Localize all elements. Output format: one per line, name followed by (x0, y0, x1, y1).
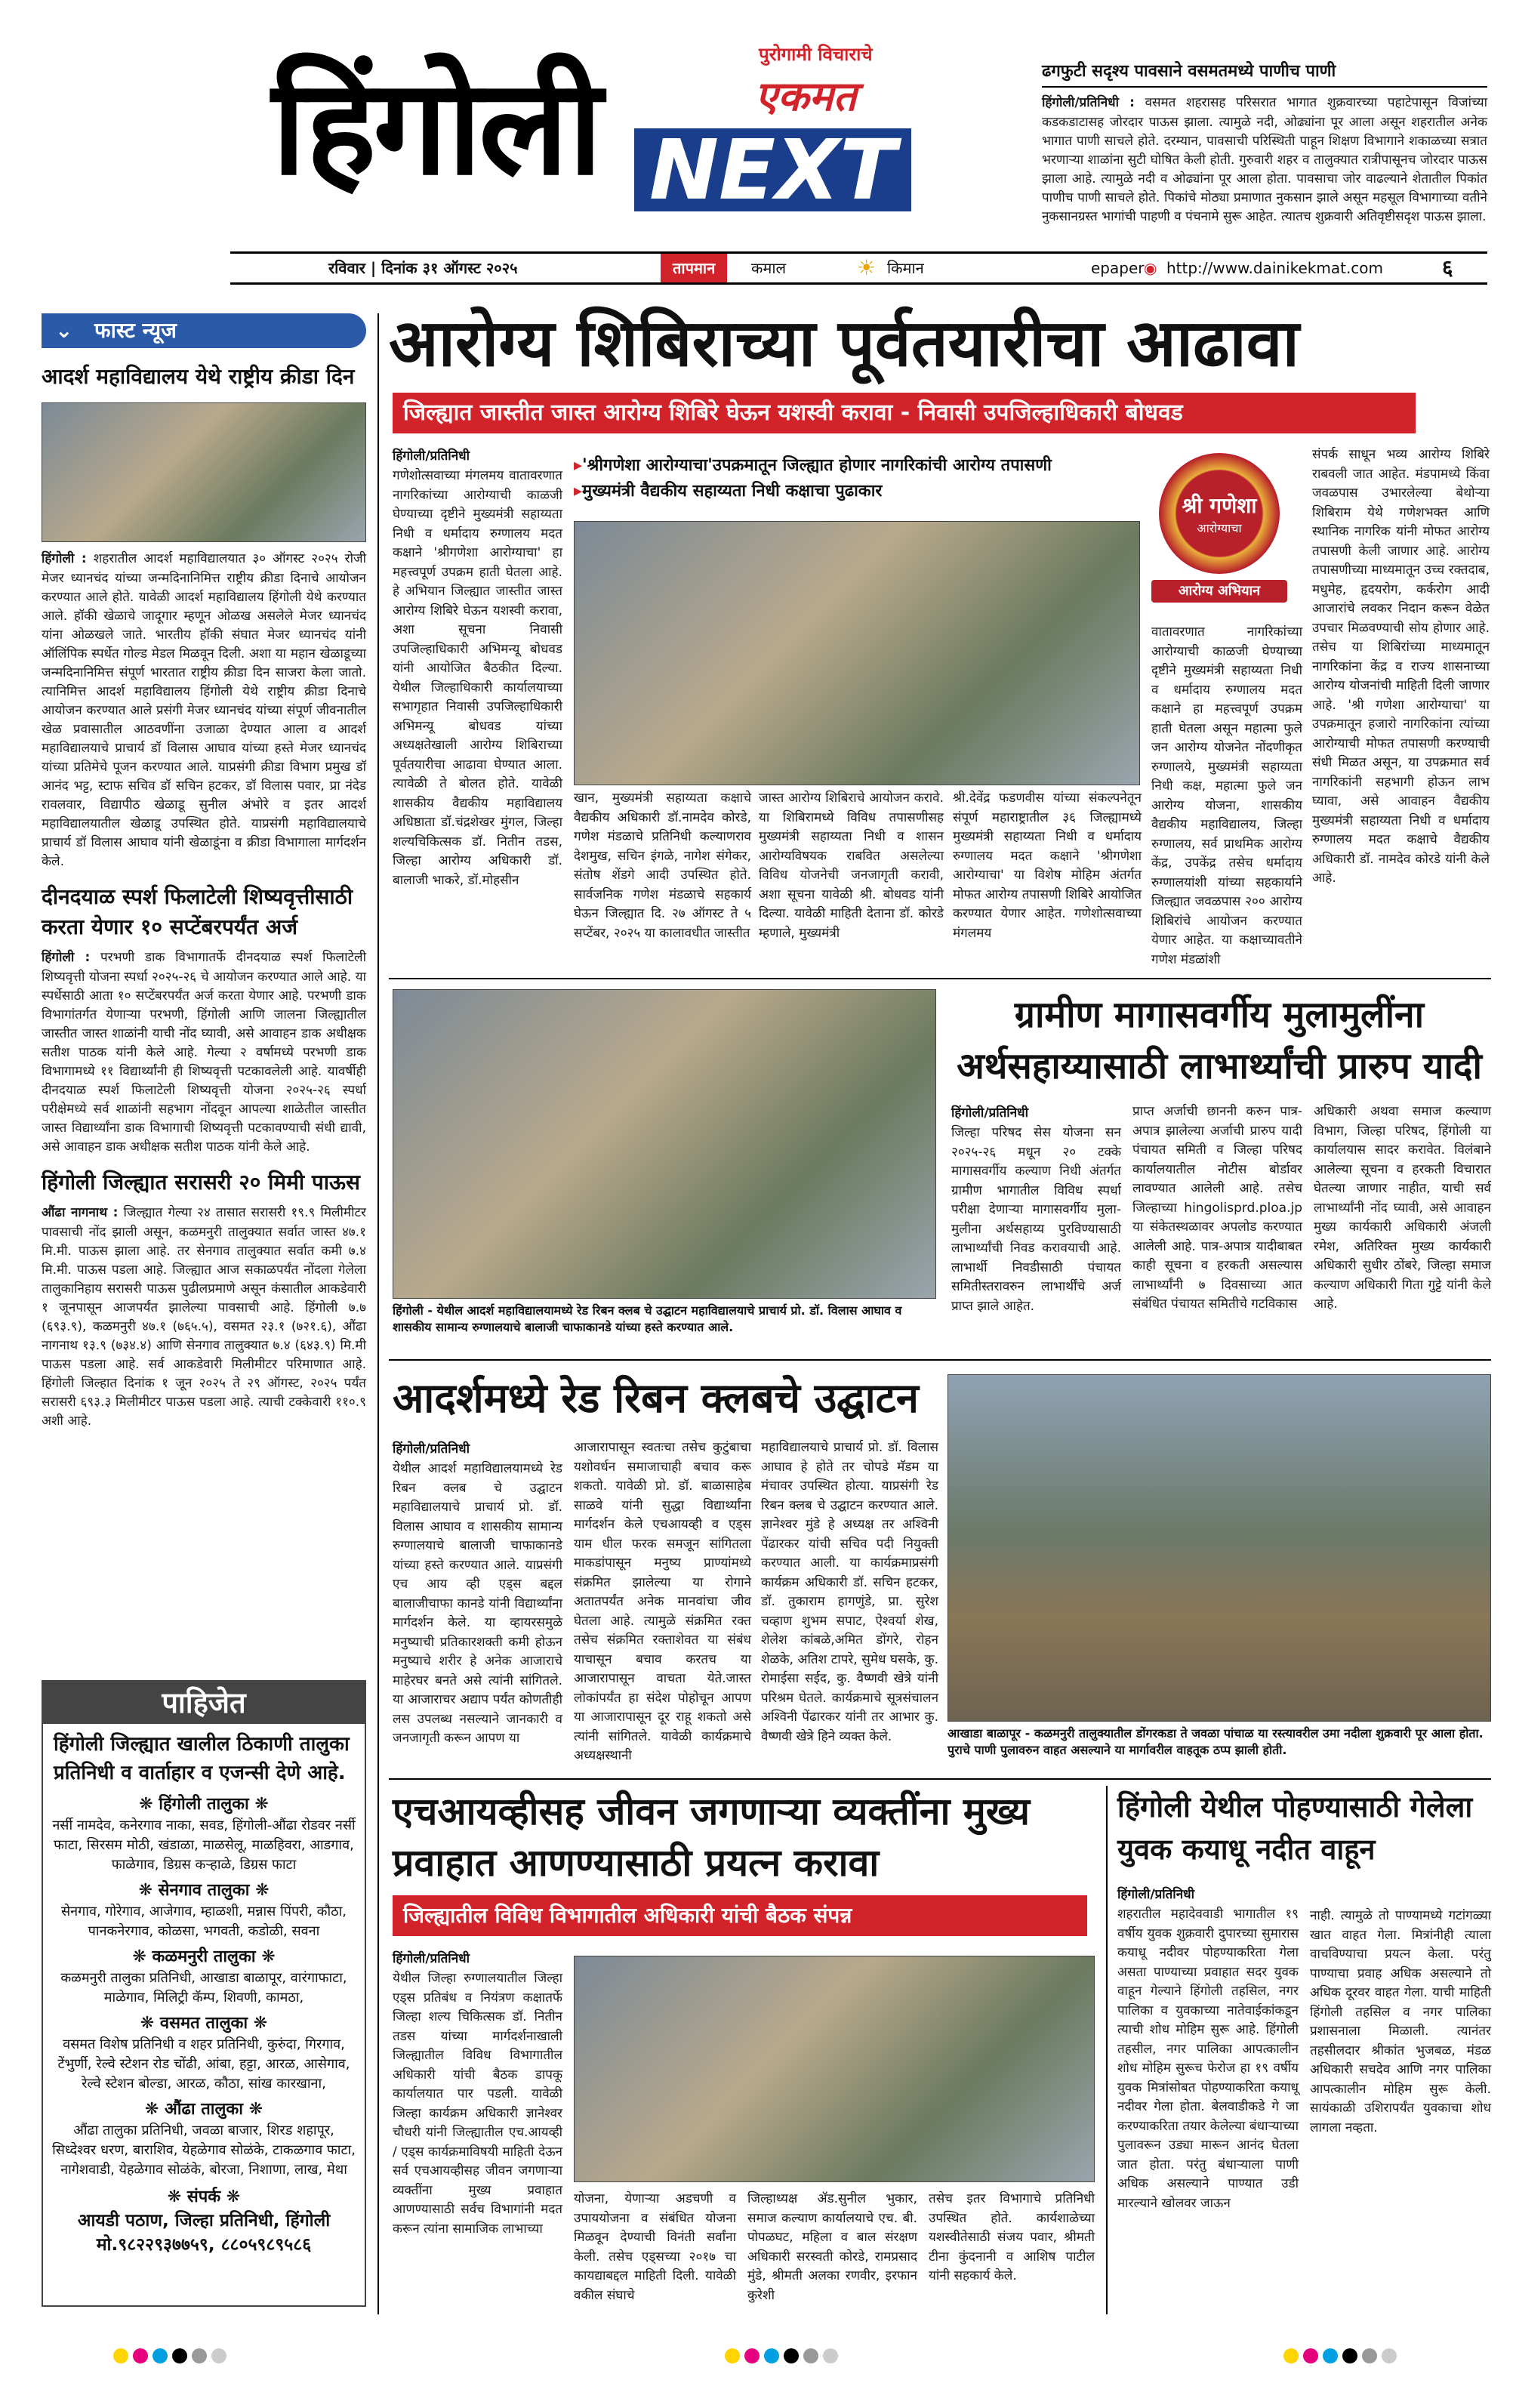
gramin-col3-text: अधिकारी अथवा समाज कल्याण विभाग, जिल्हा परिषद, हिंगोली या कार्यालयास सादर करावेत. विलंबाने आलेल्या सूचना व हरकती विचारात घेतल्या जाणार नाहीत, याची सर्व लाभार्थ्यांनी नोंद घ्यावी, असे आवाहन मुख्य कार्यकारी अधिकारी अंजली रमेश, अतिरिक्त मुख्य कार्यकारी अधिकारी सुधीर ठोंबरे, जिल्हा समाज कल्याण अधिकारी गिता गुट्टे यांनी केले आहे. (1314, 1104, 1491, 1312)
lead-col6 (1312, 446, 1490, 889)
fast-news-header (42, 313, 366, 348)
drown-byline: हिंगोली/प्रतिनिधी (1117, 1887, 1195, 1902)
redribbon-col3-text: महाविद्यालयाचे प्राचार्य प्रो. डॉ. विलास आघाव हे होते तर चोपडे मॅडम या मंचावर उपस्थित होत्या. याप्रसंगी रेड रिबन क्लब चे उद्घाटन करण्यात आले. ज्ञानेश्वर मुंडे हे अध्यक्ष तर अश्विनी पेंढारकर यांची सचिव पदी नियुक्ती करण्यात आली. या कार्यक्रमाप्रसंगी कार्यक्रम अधिकारी डॉ. सचिन हटकर, डॉ. तुकाराम हागणुंडे, प्रा. सुरेश चव्हाण शुभम सपाट, ऐश्वर्या शेख, शेलेश कांबळे,अमित डोंगरे, रोहन शेळके, अतिश टापरे, सुमेध घसके, कु. रोमाईसा सईद, कु. वैष्णवी खेत्रे यांनी परिश्रम घेतले. कार्यक्रमाचे सूत्रसंचालन अश्विनी पेंढारकर यांनी तर आभार कु. वैष्णवी खेत्रे हिने व्यक्त केले. (761, 1440, 938, 1744)
taluka4-text: वसमत विशेष प्रतिनिधी व शहर प्रतिनिधी, कुरुंदा, गिरगाव, टेंभुर्णी, रेल्वे स्टेशन रोड चोंढी, आंबा, हट्टा, आरळ, आसेगाव, रेल्वे स्टेशन बोल्डा, आरळ, कौठा, सांख कारखाना, (57, 2036, 350, 2092)
ganesha-logo-text3: आरोग्य अभियान (1151, 580, 1287, 603)
drown-col2 (1310, 1907, 1491, 2138)
sidebar-story2-headline: दीनदयाळ स्पर्श फिलाटेली शिष्यवृत्तीसाठी करता येणार १० सप्टेंबरपर्यंत अर्ज (42, 884, 353, 939)
divider-mid (389, 1359, 1491, 1361)
pahijet-box (42, 1680, 366, 2307)
taluka4-head: ❋ वसमत तालुका ❋ (140, 2014, 268, 2033)
ganesha-logo-text1: श्री गणेशा (1182, 493, 1257, 518)
website-url[interactable]: http://www.dainikekmat.com (1166, 259, 1384, 277)
lead-col4 (953, 789, 1142, 943)
divider-lead (389, 978, 1491, 979)
pahijet-title: पाहिजेत (43, 1682, 365, 1724)
contact-phone: मो.९८२२९३७७५९, ८८०५९८९५८६ (96, 2235, 312, 2255)
hiv-col3-text: जिल्हाध्यक्ष ॲड.सुनील भुकार, समाज कल्याण कार्यालयाचे एच. बी. पोपळघट, महिला व बाल संरक्षण अधिकारी सरस्वती कोरडे, रामप्रसाद मुंडे, श्रीमती अलका रणवीर, इरफान कुरेशी (747, 2191, 917, 2303)
hiv-divider (1106, 1786, 1108, 2314)
masthead (0, 0, 1516, 280)
sidebar-story1-headline: आदर्श महाविद्यालय येथे राष्ट्रीय क्रीडा दिन (42, 364, 355, 389)
lead-meeting-photo (574, 521, 1140, 785)
lead-bullets (574, 453, 1148, 504)
red-ribbon-photo (393, 989, 936, 1299)
kiman-label: किमान (887, 259, 924, 277)
globe-icon: ◉ (1144, 259, 1157, 277)
fast-news-title: फास्ट न्यूज (94, 318, 177, 343)
sidebar-story1-text: शहरातील आदर्श महाविद्यालयात ३० ऑगस्ट २०२५ रोजी मेजर ध्यानचंद यांच्या जन्मदिनानिमित्त राष्ट्रीय क्रीडा दिनाचे आयोजन करण्यात आले होते. यावेळी आदर्श महाविद्यालय हिंगोली येथे करण्यात आले. हॉकी खेळाचे जादूगार म्हणून ओळख असलेले मेजर ध्यानचंद यांना ओळखले जाते. भारतीय हॉकी संघात मेजर ध्यानचंद यांनी ऑलिंपिक स्पर्धेत गोल्ड मेडल मिळवून दिली. अशा या महान खेळाडूच्या जन्मदिनानिमित्त संपूर्ण भारतात राष्ट्रीय क्रीडा दिन साजरा केला जातो. त्यानिमित्त आदर्श महाविद्यालय हिंगोली येथे राष्ट्रीय क्रीडा दिनाचे आयोजन करण्यात आले प्रसंगी मेजर ध्यानचंद यांच्या संपूर्ण जीवनातील खेळ प्रवासातील आठवणींना उजाळा देण्यात आला व आदर्श महाविद्यालयाचे प्राचार्य डॉ विलास आघाव यांच्या हस्ते मेजर ध्यानचंद यांच्या प्रतिमेचे पूजन करण्यात आले. याप्रसंगी क्रीडा विभाग प्रमुख डॉ आनंद भट्ट, स्टाफ सचिव डॉ सचिन हटकर, डॉ विलास पवार, प्रा नंदेड रावलवार, विद्यापीठ खेळाडू सुनील अंभोरे व इतर आदर्श महाविद्यालयातील खेळाडू उपस्थित होते. याप्रसंगी महाविद्यालयाचे प्राचार्य डॉ विलास आघाव यांनी खेळाडूंना व क्रीडा विभागाला मार्गदर्शन केले. (42, 551, 367, 869)
flood-photo (948, 1374, 1491, 1722)
redribbon-headline: आदर्शमध्ये रेड रिबन क्लबचे उद्घाटन (393, 1374, 919, 1422)
drown-col1-text: शहरातील महादेववाडी भागातील १९ वर्षीय युवक शुक्रवारी दुपारच्या सुमारास कयाधू नदीवर पोहण्याकरिता गेला असता पाण्याच्या प्रवाहात सदर युवक वाहून गेल्याने हिंगोली तहसिल, नगर पालिका व युवकाच्या नातेवाईकांकडून त्याची शोध मोहिम सुरू आहे. हिंगोली तहसील, नगर पालिका आपत्कालीन शोध मोहिम सुरूच फेरोज हा १९ वर्षीय युवक मित्रांसोबत पोहण्याकरिता कयाधू नदीवर गेला होता. बेलवाडीकडे गे जा करण्याकरिता तयार केलेल्या बंधाऱ्याच्या पुलावरून उड्या मारून आनंद घेतला जात होता. परंतु बंधाऱ्याला पाणी अधिक असल्याने पाण्यात उडी मारल्याने खोलवर जाऊन (1117, 1907, 1299, 2211)
redribbon-byline: हिंगोली/प्रतिनिधी (393, 1441, 470, 1457)
divider-lower (389, 1778, 1491, 1780)
sidebar-divider (377, 313, 379, 2314)
redribbon-col3 (761, 1438, 938, 1747)
kamal-label: कमाल (751, 259, 787, 277)
sun-icon: ☀ (857, 255, 877, 280)
lead-col3 (759, 789, 944, 943)
drown-headline: हिंगोली येथील पोहण्यासाठी गेलेला युवक कयाधू नदीत वाहून (1117, 1790, 1473, 1866)
hiv-col2 (574, 2190, 736, 2305)
hiv-byline: हिंगोली/प्रतिनिधी (393, 1951, 470, 1966)
taluka1-head: ❋ हिंगोली तालुका ❋ (139, 1795, 269, 1814)
page-number: ६ (1442, 255, 1453, 280)
lead-byline: हिंगोली/प्रतिनिधी (393, 449, 470, 464)
sidebar-story3-headline: हिंगोली जिल्ह्यात सरासरी २० मिमी पाऊस (42, 1170, 360, 1195)
hiv-col4-text: तसेच इतर विभागाचे प्रतिनिधी उपस्थित होते. कार्यशाळेच्या यशस्वीतेसाठी संजय पवार, श्रीमती टीना कुंदनानी व आशिष पाटील यांनी सहकार्य केले. (929, 2191, 1095, 2283)
redribbon-col2 (574, 1438, 751, 1766)
red-ribbon-photo-caption: हिंगोली - येथील आदर्श महाविद्यालयामध्ये रेड रिबन क्लब चे उद्घाटन महाविद्यालयाचे प्राचार्य प्रो. डॉ. विलास आघाव व शासकीय सामान्य रुग्णालयाचे बालाजी चाफाकानडे यांच्या हस्ते करण्यात आले. (393, 1303, 902, 1334)
lead-bullet-2: ▸ मुख्यमंत्री वैद्यकीय सहाय्यता निधी कक्षाचा पुढाकार (574, 479, 1148, 504)
drown-col1 (1117, 1884, 1299, 2213)
story-headline: ढगफुटी सदृश्य पावसाने वसमतमध्ये पाणीच पाणी (1042, 60, 1487, 88)
lead-col4-text: श्री.देवेंद्र फडणवीस यांच्या संकल्पनेतून संपूर्ण महाराष्ट्रातील ३६ जिल्ह्यामध्ये मुख्यमंत्री सहाय्यता निधी व धर्मादाय रुग्णालय मदत कक्षाने 'श्रीगणेशा आरोग्याचा' या विशेष मोहिम अंतर्गत मोफत आरोग्य तपासणी शिबिरे आयोजित करण्यात येणार आहेत. गणेशोत्सवाच्या मंगलमय (953, 791, 1142, 941)
lead-col5-text: वातावरणात नागरिकांच्या आरोग्याची काळजी घेण्याच्या दृष्टीने मुख्यमंत्री सहाय्यता निधी व धर्मादाय रुग्णालय मदत कक्षाने हा महत्त्वपूर्ण उपक्रम हाती घेतला असून महात्मा फुले जन आरोग्य योजनेत नोंदणीकृत रुग्णालये, मुख्यमंत्री सहाय्यता निधी कक्ष, महात्मा फुले जन आरोग्य योजना, शासकीय वैद्यकीय महाविद्यालय, जिल्हा रुग्णालय, सर्व प्राथमिक आरोग्य केंद्र, उपकेंद्र तसेच धर्मादाय रुग्णालयांशी यांच्या सहकार्याने जिल्ह्यात जवळपास २०० आरोग्य शिबिरांचे आयोजन करण्यात येणार आहेत. या कक्षाच्यावतीने गणेश मंडळांशी (1151, 624, 1302, 967)
taluka2-text: सेनगाव, गोरेगाव, आजेगाव, म्हाळशी, मन्नास पिंपरी, कौठा, पानकनेरगाव, कोळसा, भगवती, कडोळी, सवना (61, 1904, 347, 1939)
epaper-label: epaper (1091, 259, 1145, 277)
ganesha-logo-text2: आरोग्याचा (1197, 521, 1242, 535)
gramin-col1 (951, 1102, 1121, 1316)
taluka5-text: औंढा तालुका प्रतिनिधी, जवळा बाजार, शिरड शहापूर, सिध्देश्वर धरण, बाराशिव, येहळेगाव सोळंके, टाकळगाव फाटा, नागेशवाडी, येहळेगाव सोळंके, बोरजा, निशाणा, लाख, मेथा (52, 2123, 356, 2178)
gramin-byline: हिंगोली/प्रतिनिधी (951, 1105, 1029, 1121)
gramin-col2 (1132, 1102, 1302, 1315)
sidebar-story3-byline: औंढा नागनाथ : (42, 1205, 119, 1220)
redribbon-col1-text: येथील आदर्श महाविद्यालयामध्ये रेड रिबन क्लब चे उद्घाटन महाविद्यालयाचे प्राचार्य प्रो. डॉ. विलास आघाव व शासकीय सामान्य रुग्णालयाचे बालाजी चाफाकानडे यांच्या हस्ते करण्यात आले. याप्रसंगी एच आय व्ही एड्स बद्दल बालाजीचाफा कानडे यांनी विद्यार्थ्यांना मार्गदर्शन केले. या व्हायरसमुळे मनुष्याची प्रतिकारशक्ती कमी होऊन मनुष्याचे शरीर हे अनेक आजाराचे माहेरघर बनते असे त्यांनी सांगितले. या आजाराचर अद्याप पर्यंत कोणतीही लस उपलब्ध नसल्याने जानकारी व जनजागृती करून आपण या (393, 1461, 562, 1746)
hiv-col1 (393, 1948, 562, 2239)
sidebar-story1-byline: हिंगोली : (42, 551, 87, 566)
tapman-label: तापमान (661, 254, 727, 282)
lead-headline: आरोग्य शिबिराच्या पूर्वतयारीचा आढावा (389, 306, 1299, 381)
next-logo: NEXT (634, 128, 911, 211)
chevron-icon: ⌄ (55, 318, 73, 343)
masthead-title: हिंगोली (272, 51, 600, 205)
registration-marks-left (113, 2348, 231, 2366)
registration-marks-right (1283, 2348, 1401, 2366)
ekmat-tagline: पुरोगामी विचाराचे (759, 44, 873, 65)
ganesha-logo (1151, 453, 1287, 619)
lead-subhead-band: जिल्ह्यात जास्तीत जास्त आरोग्य शिबिरे घेऊन यशस्वी करावा - निवासी उपजिल्हाधिकारी बोधवड (393, 393, 1416, 433)
ekmat-logo: एकमत (755, 72, 857, 120)
registration-marks-center (725, 2348, 843, 2366)
hiv-headline: एचआयव्हीसह जीवन जगणाऱ्या व्यक्तींना मुख्य प्रवाहात आणण्यासाठी प्रयत्न करावा (393, 1790, 1030, 1885)
hiv-subhead-band: जिल्ह्यातील विविध विभागातील अधिकारी यांची बैठक संपन्न (393, 1895, 1087, 1936)
hiv-col1-text: येथील जिल्हा रुग्णालयातील जिल्हा एड्स प्रतिबंध व नियंत्रण कक्षातर्फे जिल्हा शल्य चिकित्सक डॉ. नितीन तडस यांच्या मार्गदर्शनाखाली जिल्ह्यातील विविध विभागातील अधिकारी यांची बैठक डापकू कार्यालयात पार पडली. यावेळी जिल्हा कार्यक्रम अधिकारी ज्ञानेश्वर चौधरी यांनी जिल्ह्यातील एच.आयव्ही / एड्स कार्यक्रमाविषयी माहिती देऊन सर्व एचआयव्हीसह जीवन जगणाऱ्या व्यक्तींना मुख्य प्रवाहात आणण्यासाठी सर्वच विभागांनी मदत करून त्यांना सामाजिक लाभाच्या (393, 1971, 562, 2237)
taluka3-head: ❋ कळमनुरी तालुका ❋ (132, 1947, 276, 1966)
top-right-story (1042, 60, 1487, 227)
flood-photo-caption: आखाडा बाळापूर - कळमनुरी तालुक्यातील डोंगरकडा ते जवळा पांचाळ या रस्त्यावरील उमा नदीला शुक्रवारी पूर आला होता. पुराचे पाणी पुलावरुन वाहत असल्याने या मार्गावरील वाहतूक ठप्प झाली होती. (948, 1726, 1484, 1757)
lead-col1-text: गणेशोत्सवाच्या मंगलमय वातावरणात नागरिकांच्या आरोग्याची काळजी घेण्याच्या दृष्टीने मुख्यमंत्री सहाय्यता निधी व धर्मादाय रुग्णालय मदत कक्षाने 'श्रीगणेशा आरोग्याचा' हा महत्त्वपूर्ण उपक्रम हाती घेतला आहे. हे अभियान जिल्ह्यात जास्तीत जास्त आरोग्य शिबिरे घेऊन यशस्वी करावा, अशा सूचना निवासी उपजिल्हाधिकारी अभिमन्यू बोधवड यांनी आयोजित बैठकीत दिल्या. येथील जिल्हाधिकारी कार्यालयाच्या सभागृहात निवासी उपजिल्हाधिकारी अभिमन्यू बोधवड यांच्या अध्यक्षतेखाली आरोग्य शिबिराच्या पूर्वतयारीचा आढावा घेण्यात आला. त्यावेळी ते बोलत होते. यावेळी शासकीय वैद्यकीय महाविद्यालय अधिष्ठाता डॉ.चंद्रशेखर मुंगल, जिल्हा शल्यचिकित्सक डॉ. नितीन तडस, जिल्हा आरोग्य अधिकारी डॉ. बालाजी भाकरे, डॉ.मोहसीन (393, 468, 562, 888)
taluka1-text: नर्सी नामदेव, कनेरगाव नाका, सवड, हिंगोली-औंढा रोडवर नर्सी फाटा, सिरसम मोठी, खंडाळा, माळसेलू, माळहिवरा, आडगाव, फाळेगाव, डिग्रस कऱ्हाळे, डिग्रस फाटा (52, 1818, 356, 1873)
sidebar-story2-text: परभणी डाक विभागातर्फे दीनदयाळ स्पर्श फिलाटेली शिष्यवृत्ती योजना स्पर्धा २०२५-२६ चे आयोजन करण्यात आले आहे. या स्पर्धेसाठी आता १० सप्टेंबरपर्यंत अर्ज करता येणार आहे. परभणी डाक विभागांतर्गत येणाऱ्या परभणी, हिंगोली आणि जालना जिल्ह्यातील जास्तीत जास्त शाळांनी याची नोंद घ्यावी, असे आवाहन डाक अधीक्षक सतीश पाठक यांनी केले आहे. गेल्या २ वर्षामध्ये परभणी डाक विभागामध्ये ११ विद्यार्थ्यांनी ही शिष्यवृत्ती पटकावलेली आहे. यावर्षीही दीनदयाळ स्पर्श फिलाटेली शिष्यवृत्ती योजना २०२५-२६ स्पर्धा परीक्षेमध्ये सर्व शाळांनी सहभाग नोंदवून आपल्या शाळेतील जास्तीत जास्त विद्यार्थ्यांना डाक विभागाची शिष्यवृत्ती पटकावण्याची संधी द्यावी, असे आवाहन डाक अधीक्षक सतीश पाठक यांनी केले आहे. (42, 950, 366, 1155)
date-text: रविवार | दिनांक ३१ ऑगस्ट २०२५ (328, 259, 518, 277)
taluka5-head: ❋ औंढा तालुका ❋ (144, 2100, 263, 2119)
taluka3-text: कळमनुरी तालुका प्रतिनिधी, आखाडा बाळापूर, वारंगाफाटा, माळेगाव, मिलिट्री कॅम्प, शिवणी, कामठा, (60, 1970, 347, 2006)
lead-col6-text: संपर्क साधून भव्य आरोग्य शिबिरे राबवली जात आहेत. मंडपामध्ये किंवा जवळपास उभारलेल्या बेथोऱ्या शिबिराम येथे गणेशभक्त आणि स्थानिक नागरिक यांनी मोफत आरोग्य तपासणी केली जाणार आहे. आरोग्य तपासणीच्या माध्यमातून उच्च रक्तदाब, मधुमेह, हृदयरोग, कर्करोग आदी आजारांचे लवकर निदान करून वेळेत उपचार मिळवण्याची सोय होणार आहे. तसेच या शिबिरांच्या माध्यमातून नागरिकांना केंद्र व राज्य शासनाच्या आरोग्य योजनांची माहिती दिली जाणार आहे. 'श्री गणेशा आरोग्याचा' या उपक्रमातून हजारो नागरिकांना त्यांच्या आरोग्याची मोफत तपासणी करण्याची संधी मिळत असून, या उपक्रमात सर्व नागरिकांनी सहभागी होऊन लाभ घ्यावा, असे आवाहन वैद्यकीय मुख्यमंत्री सहाय्यता निधी व धर्मादाय रुग्णालय मदत कक्षाचे वैद्यकीय अधिकारी डॉ. नामदेव कोरडे यांनी केले आहे. (1312, 447, 1490, 886)
lead-col1 (393, 446, 562, 890)
lead-bullet-1: ▸ 'श्रीगणेशा आरोग्याचा'उपक्रमातून जिल्ह्यात होणार नागरिकांची आरोग्य तपासणी (574, 453, 1148, 479)
redribbon-col2-text: आजारापासून स्वतःचा तसेच कुटुंबाचा यशोवर्धन समाजाचाही बचाव करू शकतो. यावेळी प्रो. डॉ. बाळासाहेब साळवे यांनी सुद्धा विद्यार्थ्यांना मार्गदर्शन केले एचआयव्ही व एड्स याम धील फरक समजून सांगितला माकडांपासून मनुष्य प्राण्यांमध्ये संक्रमित झालेल्या या रोगाने अतातपर्यंत अनेक मानवांचा जीव घेतला आहे. त्यामुळे संक्रमित रक्त तसेच संक्रमित रक्ताशेवत या संबंध याचासून बचाव करतच या आजारापासून वाचता येते.जास्त लोकांपर्यंत हा संदेश पोहोचून आपण या आजारापासून दूर राहू शकतो असे त्यांनी सांगितले. यावेळी कार्यक्रमाचे अध्यक्षस्थानी (574, 1440, 751, 1763)
gramin-col1-text: जिल्हा परिषद सेस योजना सन २०२५-२६ मधून २० टक्के मागासवर्गीय कल्याण निधी अंतर्गत ग्रामीण भागातील विविध स्पर्धा परीक्षा देणाऱ्या मागासवर्गीय मुला-मुलीना अर्थसहाय्य पुरविण्यासाठी लाभार्थ्यांची निवड करावयाची आहे. लाभार्थी निवडीसाठी पंचायत समितीस्तरावरुन लाभार्थींचे अर्ज प्राप्त झाले आहेत. (951, 1125, 1121, 1314)
gramin-headline: ग्रामीण मागासवर्गीय मुलामुलींना अर्थसहाय्यासाठी लाभार्थ्यांची प्रारुप यादी (957, 994, 1482, 1087)
hiv-col4 (929, 2190, 1095, 2286)
gramin-col3 (1314, 1102, 1491, 1315)
lead-col2-text: खान, मुख्यमंत्री सहाय्यता कक्षाचे वैद्यकीय अधिकारी डॉ.नामदेव कोरडे, गणेश मंडळाचे प्रतिनिधी कल्याणराव देशमुख, सचिन इंगळे, नागेश संगेकर, संतोष शेंडगे आदी उपस्थित होते. सार्वजनिक गणेश मंडळाचे सहकार्य घेऊन जिल्ह्यात दि. २७ ऑगस्ट ते ५ सप्टेंबर, २०२५ या कालावधीत जास्तीत (574, 791, 751, 941)
hiv-col3 (747, 2190, 917, 2305)
taluka2-head: ❋ सेनगाव तालुका ❋ (138, 1881, 270, 1900)
ganesha-logo-emblem (1159, 453, 1280, 574)
contact-name: आयडी पठाण, जिल्हा प्रतिनिधी, हिंगोली (77, 2211, 331, 2231)
hiv-col2-text: योजना, येणाऱ्या अडचणी व उपाययोजना व संबंधित योजना मिळवून देण्याची विनंती सर्वांना केली. तसेच एड्सच्या २०१७ चा कायद्याबद्दल माहिती दिली. यावेळी वकील संघाचे (574, 2191, 736, 2303)
redribbon-col1 (393, 1438, 562, 1749)
sidebar (42, 313, 366, 1431)
story-text: वसमत शहरासह परिसरात भागात शुक्रवारच्या पहाटेपासून विजांच्या कडकडाटासह जोरदार पाऊस झाला. त्यामुळे नदी, ओढ्यांना पूर आला असून शहरातील अनेक भागात पाणी साचले होते. दरम्यान, पावसाची परिस्थिती पाहून शिक्षण विभागाने शकाळच्या सत्रात भरणाऱ्या शाळांना सुटी घोषित केली होती. गुरुवारी शहर व तालुक्यात रात्रीपासूनच जोरदार पाऊस झाला आहे. त्यामुळे नदी व ओढ्यांना पूर आला होता. पावसाचा जोर वाढल्याने शेतातील पिकांत पाणीच पाणी साचले होते. पिकांचे मोठ्या प्रमाणात नुकसान झाले असून महसूल विभागाच्या वतीने नुकसानग्रस्त भागांची पाहणी व पंचनामे सुरू आहेत. त्यातच शुक्रवारी अतिवृष्टीसदृश पाऊस झाला. (1042, 95, 1487, 224)
lead-col3-text: जास्त आरोग्य शिबिराचे आयोजन करावे. या शिबिरामध्ये विविध तपासणीसह मुख्यमंत्री सहाय्यता निधी व शासन आरोग्यविषयक राबवित असलेल्या विविध योजनेची जनजागृती करावी, अशा सूचना यावेळी श्री. बोधवड यांनी दिल्या. यावेळी माहिती देताना डॉ. कोरडे म्हणाले, मुख्यमंत्री (759, 791, 944, 941)
pahijet-intro: हिंगोली जिल्ह्यात खालील ठिकाणी तालुका प्रतिनिधी व वार्ताहार व एजन्सी देणे आहे. (54, 1733, 350, 1784)
sidebar-story3-text: जिल्ह्यात गेल्या २४ तासात सरासरी १९.९ मिलीमीटर पावसाची नोंद झाली असून, कळमनुरी तालुक्यात सर्वात जास्त ४७.१ मि.मी. पाऊस झाला आहे. तर सेनगाव तालुक्यात सर्वात कमी ७.४ मि.मी. पाऊस पडला आहे. जिल्ह्यात आज सकाळपर्यंत नोंदला गेलेला तालुकानिहाय सरासरी पाऊस पुढीलप्रमाणे असून कंसातील आकडेवारी १ जूनपासून आजपर्यंत झालेल्या पावसाची आहे. हिंगोली ७.७ (६९३.९), कळमनुरी ४७.१ (७६५.५), वसमत २३.१ (७२१.६), औंढा नागनाथ १३.९ (७३४.४) आणि सेनगाव तालुक्यात ७.४ (६४३.९) मि.मी पाऊस पडला आहे. सर्व आकडेवारी मिलीमीटर परिमाणात आहे. हिंगोली जिल्हात दिनांक १ जून २०२५ ते २९ ऑगस्ट, २०२५ पर्यंत सरासरी ६९३.३ मिलीमीटर पाऊस पडला आहे. त्याची टक्केवारी ११०.९ अशी आहे. (42, 1205, 367, 1429)
lead-col2 (574, 789, 751, 943)
contact-head: ❋ संपर्क ❋ (167, 2188, 241, 2206)
hiv-meeting-photo (574, 1956, 1095, 2182)
dateline (230, 251, 1487, 285)
sidebar-story2-byline: हिंगोली : (42, 950, 91, 965)
lead-col5 (1151, 623, 1302, 970)
gramin-col2-text: प्राप्त अर्जाची छाननी करुन पात्र-अपात्र झालेल्या अर्जाची प्रारुप यादी पंचायत समिती व जिल्हा परिषद कार्यालयातील नोटीस बोर्डावर लावण्यात आलेली आहे. तसेच जिल्हाच्या hingolisprd.ploa.jp या संकेतस्थळावर अपलोड करण्यात आलेली आहे. पात्र-अपात्र यादीबाबत काही सूचना व हरकती असल्यास लाभार्थ्यांनी ७ दिवसाच्या आत संबंधित पंचायत समितीचे गटविकास (1132, 1104, 1302, 1312)
drown-col2-text: नाही. त्यामुळे तो पाण्यामध्ये गटांगळ्या खात वाहत गेला. मित्रांनीही त्याला वाचविण्याचा प्रयत्न केला. परंतु पाण्याचा प्रवाह अधिक असल्याने तो अधिक दूरवर वाहत गेला. याची माहिती हिंगोली तहसिल व नगर पालिका प्रशासनाला मिळाली. त्यानंतर तहसीलदार श्रीकांत भुजबळ, मंडळ अधिकारी सचदेव आणि नगर पालिका आपत्कालीन मोहिम सुरू केली. सायंकाळी उशिरापर्यंत युवकाचा शोध लागला नव्हता. (1310, 1908, 1491, 2135)
sidebar-story1-photo (42, 402, 366, 542)
story-byline: हिंगोली/प्रतिनिधी : (1042, 95, 1135, 110)
